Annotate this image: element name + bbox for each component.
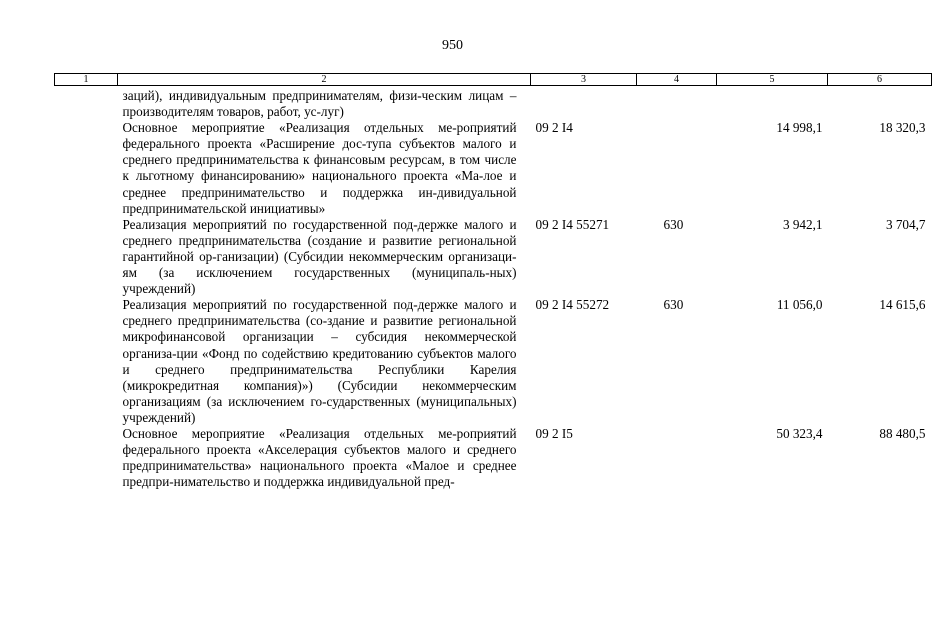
row-number-cell [55,86,118,121]
item-name: заций), индивидуальным предпринимателям, физи-ческим лицам – производителям товаров, работ, ус-луг) [122,88,517,120]
item-name: Реализация мероприятий по государственной под-держке малого и среднего предпринимательства (создание и развитие региональной гарантийной ор-ганизации) (Субсидии некоммерческим организаци-ям (за исключением государственных (муниципаль-ных) учреждений) [122,216,517,297]
amount-year-1: 14 998,1 [776,120,823,136]
table-row [55,426,932,490]
amount-year-2: 14 615,6 [879,297,926,313]
amount-year-2: 18 320,3 [879,120,926,136]
expense-type-code [637,86,717,121]
amount-year-2: 88 480,5 [879,425,926,441]
table-row [55,217,932,297]
target-article-code: 09 2 I4 55272 [535,297,610,313]
column-header: 6 [828,74,932,86]
table-row [55,86,932,121]
amount-year-1: 3 942,1 [782,216,823,232]
item-name: Основное мероприятие «Реализация отдельных ме-роприятий федерального проекта «Расширение дос-тупа субъектов малого и среднего предпринимательства к финансовым ресурсам, в том числе к льготному финансированию» национального проекта «Ма-лое и среднее предпринимательство и поддержка ин-дивидуальной предпринимательской инициативы» [122,120,517,216]
column-number-header-row [55,74,932,86]
column-header: 5 [717,74,828,86]
target-article-code: 09 2 I5 [535,425,573,441]
column-header: 3 [531,74,637,86]
amount-year-2: 3 704,7 [885,216,926,232]
page-number: 950 [442,38,463,53]
expense-type-code [637,120,717,217]
row-number-cell [55,297,118,426]
budget-table [54,73,932,490]
amount-year-2 [828,86,932,121]
column-header: 4 [637,74,717,86]
expense-type-code [637,426,717,490]
table-row [55,120,932,217]
amount-year-1 [717,86,828,121]
item-name: Реализация мероприятий по государственной под-держке малого и среднего предпринимательства (со-здание и развитие региональной микрофинансовой организации – субсидия некоммерческой организа-ции «Фонд по содействию кредитованию субъектов малого и среднего предпринимательства Республики Карелия (микрокредитная компания)») (Субсидии некоммерческим организациям (за исключением го-сударственных (муниципальных) учреждений) [122,297,517,425]
amount-year-1: 11 056,0 [776,297,823,313]
row-number-cell [55,120,118,217]
target-article-code [531,86,637,121]
column-header: 2 [118,74,531,86]
expense-type-code: 630 [663,216,684,232]
row-number-cell [55,217,118,297]
table-row [55,297,932,426]
target-article-code: 09 2 I4 55271 [535,216,610,232]
expense-type-code: 630 [663,297,684,313]
target-article-code: 09 2 I4 [535,120,573,136]
amount-year-1: 50 323,4 [776,425,823,441]
column-header: 1 [55,74,118,86]
item-name: Основное мероприятие «Реализация отдельных ме-роприятий федерального проекта «Акселерация субъектов малого и среднего предпринимательства» национального проекта «Малое и среднее предпри-нимательство и поддержка индивидуальной пред- [122,425,517,490]
row-number-cell [55,426,118,490]
